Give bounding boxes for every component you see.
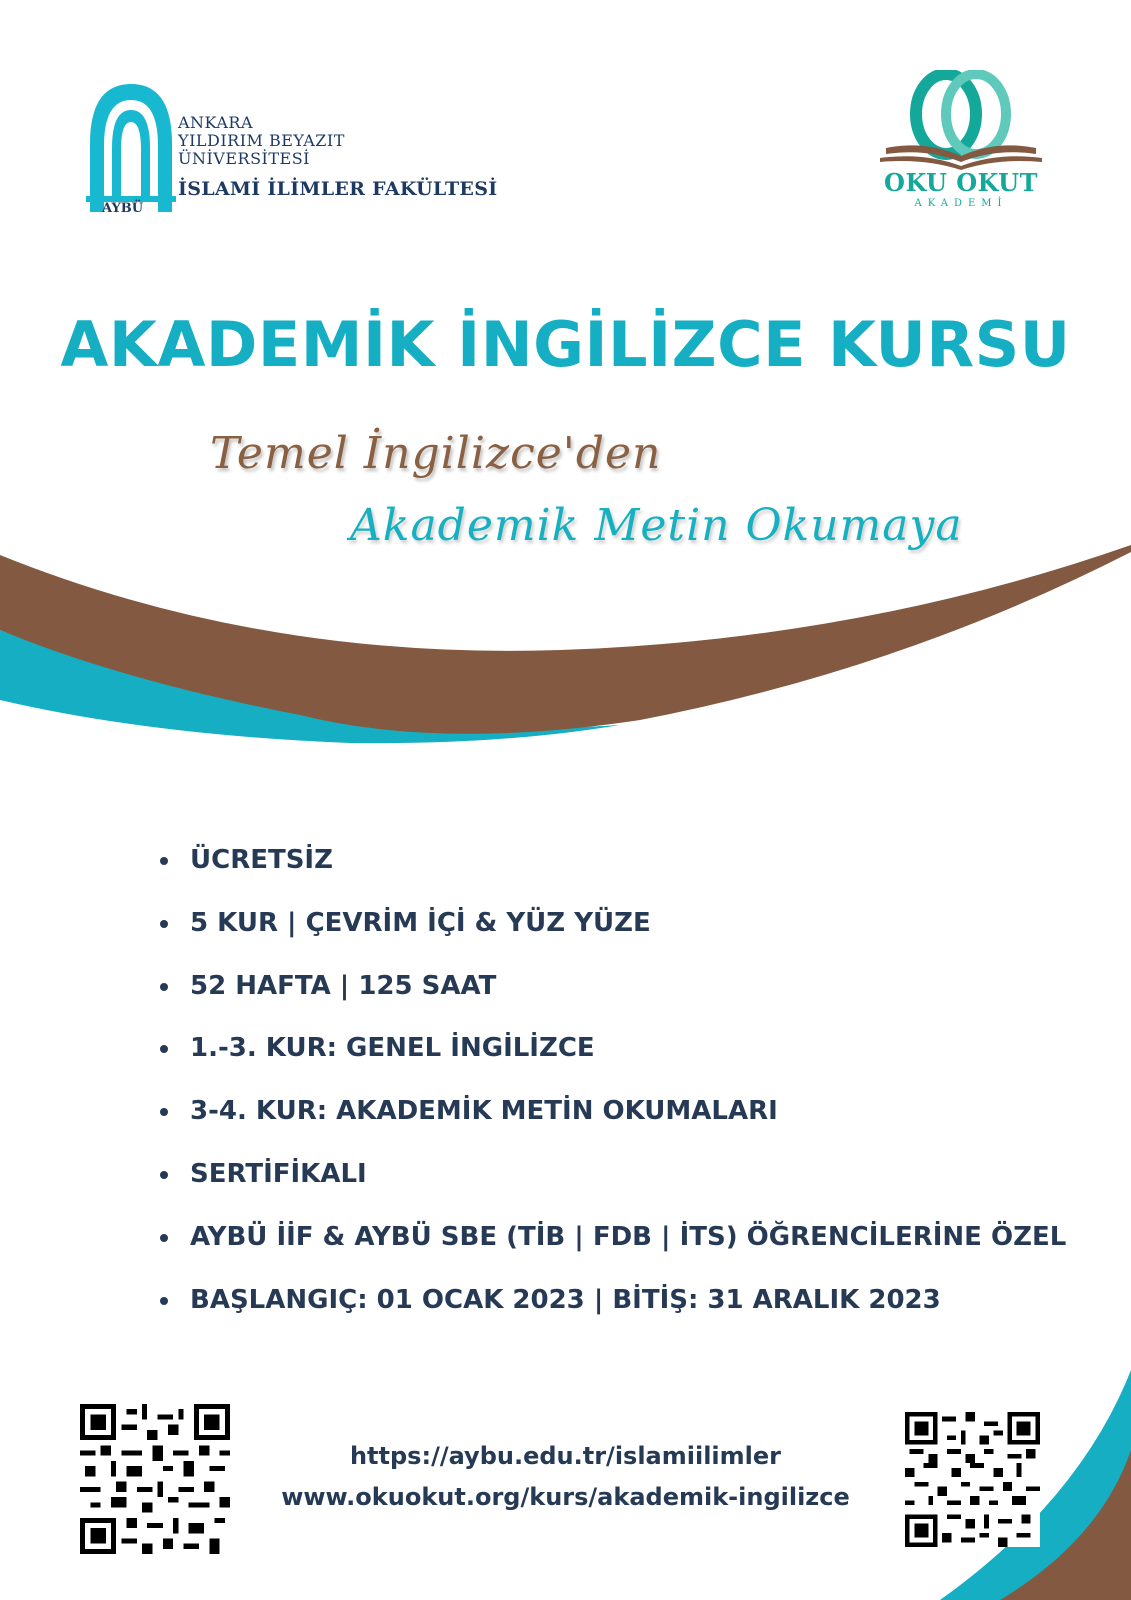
decorative-swoosh <box>0 540 1131 770</box>
feature-text: 5 KUR | ÇEVRİM İÇİ & YÜZ YÜZE <box>190 907 651 938</box>
arch-emblem-icon <box>86 84 176 219</box>
faculty-name: İSLAMİ İLİMLER FAKÜLTESİ <box>178 178 498 200</box>
bullet-icon <box>160 920 168 928</box>
university-name-line: YILDIRIM BEYAZIT <box>178 131 345 150</box>
bullet-icon <box>160 1234 168 1242</box>
link-aybu[interactable]: https://aybu.edu.tr/islamiilimler <box>349 1442 782 1470</box>
list-item <box>160 1096 1066 1159</box>
bullet-icon <box>160 1045 168 1053</box>
bullet-icon <box>160 857 168 865</box>
feature-text: AYBÜ İİF & AYBÜ SBE (TİB | FDB | İTS) ÖĞRENCİLERİNE ÖZEL <box>190 1221 1067 1252</box>
open-book-icon <box>876 70 1046 170</box>
aybu-abbr: AYBÜ <box>102 201 144 216</box>
okuokut-logo <box>876 70 1056 220</box>
bullet-icon <box>160 1171 168 1179</box>
list-item <box>160 1033 1066 1096</box>
aybu-logo <box>86 84 498 219</box>
link-okuokut[interactable]: www.okuokut.org/kurs/akademik-ingilizce <box>281 1483 850 1511</box>
feature-text: SERTİFİKALI <box>190 1158 367 1189</box>
qr-code-icon[interactable] <box>905 1412 1040 1547</box>
page-title: AKADEMİK İNGİLİZCE KURSU <box>60 308 1071 381</box>
list-item <box>160 908 1066 971</box>
bullet-icon <box>160 1297 168 1305</box>
subtitle-line-1: Temel İngilizce'den <box>210 428 662 479</box>
list-item <box>160 845 1066 908</box>
feature-text: 1.-3. KUR: GENEL İNGİLİZCE <box>190 1033 595 1064</box>
feature-text: 52 HAFTA | 125 SAAT <box>190 970 497 1001</box>
subtitle-line-2: Akademik Metin Okumaya <box>350 500 963 551</box>
bullet-icon <box>160 983 168 991</box>
feature-text: 3-4. KUR: AKADEMİK METİN OKUMALARI <box>190 1096 778 1127</box>
qr-code-icon[interactable] <box>80 1404 230 1554</box>
university-name-line: ÜNİVERSİTESİ <box>178 149 310 168</box>
feature-list <box>160 845 1066 1347</box>
feature-text: ÜCRETSİZ <box>190 845 333 875</box>
bullet-icon <box>160 1108 168 1116</box>
okuokut-subtitle: AKADEMİ <box>914 198 1008 209</box>
list-item <box>160 1222 1066 1285</box>
okuokut-name: OKU OKUT <box>884 168 1038 197</box>
feature-text: BAŞLANGIÇ: 01 OCAK 2023 | BİTİŞ: 31 ARALIK 2023 <box>190 1284 941 1315</box>
university-name-line: ANKARA <box>178 113 254 132</box>
list-item <box>160 971 1066 1034</box>
list-item <box>160 1159 1066 1222</box>
list-item <box>160 1285 1066 1348</box>
